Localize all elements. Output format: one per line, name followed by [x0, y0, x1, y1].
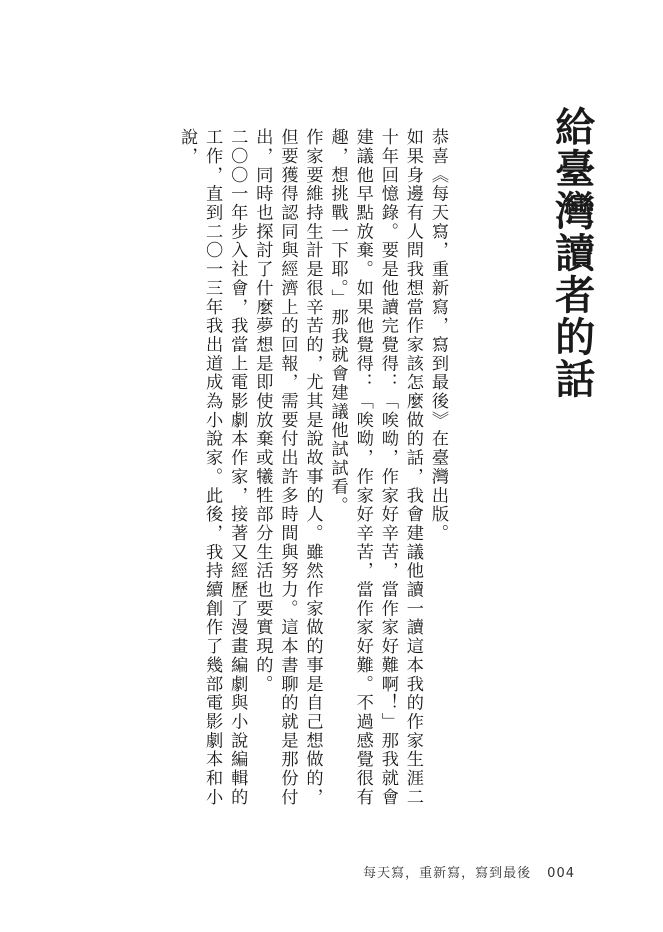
paragraph-congratulations: 恭喜《每天寫，重新寫，寫到最後》在臺灣出版。	[428, 128, 448, 543]
paragraph-career: 二〇〇一年步入社會，我當上電影劇本作家，接著又經歷了漫畫編劇與小說編輯的工作，直到二〇一三年我出道成為小說家。此後，我持續創作了幾部電影劇本和小說，	[177, 128, 248, 807]
paragraph-advice: 如果身邊有人問我想當作家該怎麼做的話，我會建議他讀一讀這本我的作家生涯二十年回憶錄。要是他讀完覺得：「唉呦，作家好辛苦，當作家好難啊！」那我就會建議他早點放棄。如果他覺得：「唉呦，作家好辛苦，當作家好難。不過感覺很有趣，想挑戰一下耶。」那我就會建議他試試看。	[327, 128, 423, 807]
page-title: 給臺灣讀者的話	[548, 106, 596, 400]
page-footer	[363, 862, 575, 881]
paragraph-livelihood: 作家要維持生計是很辛苦的，尤其是說故事的人。雖然作家做的事是自己想做的，但要獲得認同與經濟上的回報，需要付出許多時間與努力。這本書聊的就是那份付出，同時也探討了什麼夢想是即使放棄或犧牲部分生活也要實現的。	[252, 128, 323, 807]
page-number: 004	[547, 866, 575, 881]
running-title: 每天寫，重新寫，寫到最後	[363, 866, 532, 881]
body-text	[98, 128, 450, 808]
